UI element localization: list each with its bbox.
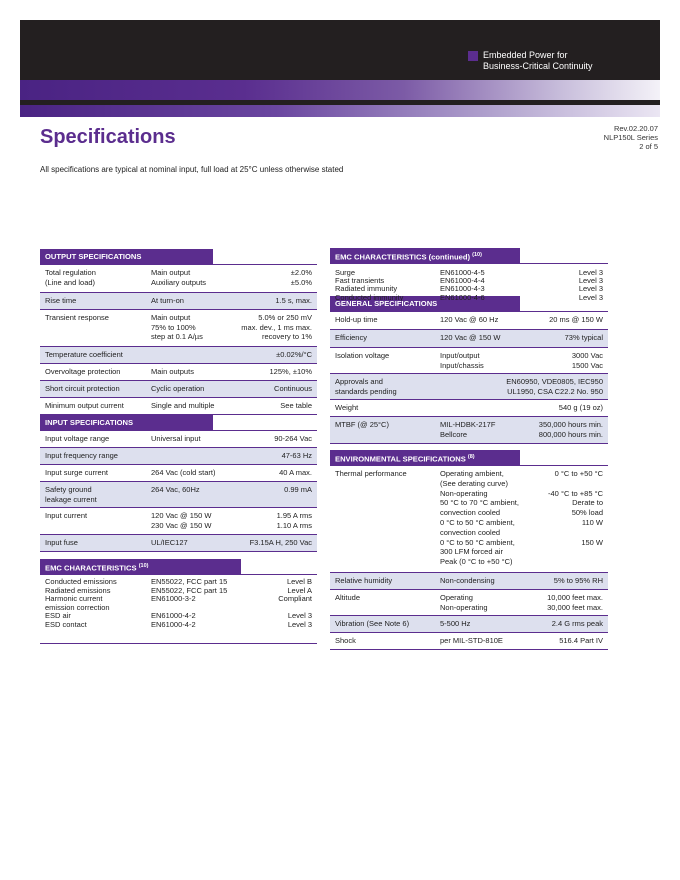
cell-value: 1.5 s, max. — [275, 296, 312, 305]
cell-level: Level B Level A Compliant Level 3 Level 3 — [278, 577, 312, 629]
table-row — [40, 431, 317, 448]
cell-parameter: MTBF (@ 25°C) — [335, 420, 389, 429]
brand-square-icon — [468, 51, 478, 61]
emc-characteristics-heading — [40, 559, 241, 574]
table-row — [40, 381, 317, 398]
tagline-line-2: Business-Critical Continuity — [483, 61, 593, 71]
table-row — [330, 466, 608, 573]
cell-parameter: Transient response — [45, 313, 109, 322]
cell-parameter: Altitude — [335, 593, 361, 602]
cell-parameter: Weight — [335, 403, 359, 412]
cell-parameter: Hold-up time — [335, 315, 378, 324]
cell-parameter: Total regulation (Line and load) — [45, 268, 96, 287]
table-row — [330, 616, 608, 633]
cell-condition: per MIL-STD-810E — [440, 636, 503, 645]
cell-parameter: Thermal performance — [335, 469, 407, 478]
table-row — [330, 590, 608, 616]
cell-parameter: Vibration (See Note 6) — [335, 619, 410, 628]
cell-condition: Input/output Input/chassis — [440, 351, 484, 370]
cell-condition: Cyclic operation — [151, 384, 205, 393]
series-name: NLP150L Series — [603, 133, 658, 142]
general-specifications-heading: GENERAL SPECIFICATIONS — [330, 296, 520, 311]
cell-condition — [151, 350, 241, 359]
cell-condition: Operating ambient, (See derating curve) Non-operating 50 °C to 70 °C ambient, convection cooled 0 °C to 50 °C ambient, convection cooled 0 °C to 50 °C ambient, 300 LFM forced air Peak (0 °C to +50 °C) — [440, 469, 519, 567]
header-tagline — [483, 50, 593, 72]
table-row — [40, 398, 317, 415]
table-row — [40, 293, 317, 310]
cell-parameter: Overvoltage protection — [45, 367, 121, 376]
cell-value: 516.4 Part IV — [559, 636, 603, 645]
cell-value: 0 °C to +50 °C -40 °C to +85 °C Derate to 50% load 110 W 150 W — [548, 469, 603, 547]
header-gradient-stripe-lower — [20, 105, 660, 117]
cell-value: 1.95 A rms 1.10 A rms — [276, 511, 312, 530]
left-column — [40, 249, 317, 644]
emc-continued-heading — [330, 248, 520, 263]
table-row — [40, 347, 317, 364]
cell-condition — [440, 403, 530, 412]
cell-standard: EN55022, FCC part 15 EN55022, FCC part 15 EN61000-3-2 EN61000-4-2 EN61000-4-2 — [151, 577, 228, 629]
cell-value: ±2.0% ±5.0% — [290, 268, 312, 287]
cell-condition — [151, 451, 241, 460]
cell-value: 90-264 Vac — [274, 434, 312, 443]
table-row — [330, 348, 608, 374]
cell-condition: 120 Vac @ 60 Hz — [440, 315, 499, 324]
environmental-table — [330, 465, 608, 650]
table-row — [40, 508, 317, 535]
table-row — [330, 417, 608, 444]
cell-condition: 264 Vac, 60Hz — [151, 485, 200, 494]
environmental-specifications-heading — [330, 450, 520, 465]
cell-value: F3.15A H, 250 Vac — [249, 538, 312, 547]
environmental-heading-note: (8) — [467, 454, 475, 460]
cell-parameter: Approvals and standards pending — [335, 377, 397, 396]
cell-condition — [440, 377, 460, 395]
table-row — [330, 633, 608, 650]
cell-value: 3000 Vac 1500 Vac — [571, 351, 603, 370]
cell-parameter: Input voltage range — [45, 434, 110, 443]
emc-heading-note: (10) — [138, 563, 149, 569]
cell-parameter: Conducted emissions Radiated emissions Harmonic current emission correction ESD air ESD contact — [45, 577, 117, 629]
emc-continued-note: (10) — [472, 252, 482, 258]
cell-parameter: Input current — [45, 511, 88, 520]
cell-parameter: Short circuit protection — [45, 384, 120, 393]
input-specifications-heading: INPUT SPECIFICATIONS — [40, 415, 213, 430]
table-row — [330, 400, 608, 417]
table-row — [40, 482, 317, 508]
cell-value: 47-63 Hz — [281, 451, 312, 460]
cell-condition: Main output Auxiliary outputs — [151, 268, 207, 287]
emc-continued-heading-text: EMC CHARACTERISTICS (continued) — [335, 252, 470, 262]
general-table — [330, 311, 608, 444]
cell-condition: Operating Non-operating — [440, 593, 488, 612]
table-row — [40, 265, 317, 293]
cell-value: 350,000 hours min. 800,000 hours min. — [538, 420, 603, 439]
cell-parameter: Shock — [335, 636, 356, 645]
cell-condition: Universal input — [151, 434, 201, 443]
cell-condition: 120 Vac @ 150 W — [440, 333, 501, 342]
cell-parameter: Input fuse — [45, 538, 78, 547]
table-row — [40, 310, 317, 347]
cell-condition: 5-500 Hz — [440, 619, 471, 628]
cell-parameter: Isolation voltage — [335, 351, 390, 360]
table-row — [330, 330, 608, 348]
emc-table — [40, 574, 317, 644]
table-row — [330, 312, 608, 330]
output-specifications-heading: OUTPUT SPECIFICATIONS — [40, 249, 213, 264]
cell-value: 10,000 feet max. 30,000 feet max. — [547, 593, 603, 612]
output-table — [40, 264, 317, 415]
page-title: Specifications — [40, 126, 176, 148]
cell-value: 540 g (19 oz) — [558, 403, 603, 412]
cell-parameter: Efficiency — [335, 333, 367, 342]
cell-value: 5% to 95% RH — [553, 576, 603, 585]
cell-condition: Non-condensing — [440, 576, 495, 585]
cell-value: 2.4 G rms peak — [551, 619, 603, 628]
cell-parameter: Safety ground leakage current — [45, 485, 97, 504]
cell-condition: Main outputs — [151, 367, 194, 376]
cell-value: 0.99 mA — [284, 485, 312, 494]
table-row — [40, 465, 317, 482]
input-table — [40, 430, 317, 552]
cell-value: 20 ms @ 150 W — [549, 315, 603, 324]
cell-level: Level 3 Level 3 Level 3 Level 3 — [578, 268, 603, 302]
table-row — [40, 364, 317, 381]
right-column — [330, 248, 608, 650]
header-gradient-stripe — [20, 80, 660, 100]
environmental-heading-text: ENVIRONMENTAL SPECIFICATIONS — [335, 454, 466, 464]
cell-standard: EN61000-4-5 EN61000-4-4 EN61000-4-3 EN61000-4-6 — [440, 268, 485, 302]
tagline-line-1: Embedded Power for — [483, 50, 568, 60]
cell-condition: UL/IEC127 — [151, 538, 188, 547]
revision-info — [604, 124, 658, 151]
cell-value: 125%, ±10% — [269, 367, 312, 376]
table-row — [40, 448, 317, 465]
cell-parameter: Surge Fast transients Radiated immunity — [335, 268, 398, 294]
cell-value: See table — [280, 401, 312, 410]
cell-condition: 120 Vac @ 150 W 230 Vac @ 150 W — [151, 511, 212, 530]
cell-parameter: Input surge current — [45, 468, 108, 477]
cell-value: 73% typical — [564, 333, 603, 342]
cell-value: EN60950, VDE0805, IEC950 UL1950, CSA C22.2 No. 950 — [506, 377, 603, 396]
table-row — [40, 535, 317, 552]
cell-condition: Single and multiple — [151, 401, 215, 410]
cell-value: ±0.02%/°C — [276, 350, 312, 359]
table-row — [330, 374, 608, 400]
page-number: 2 of 5 — [639, 142, 658, 151]
cell-parameter: Relative humidity — [335, 576, 393, 585]
cell-parameter: Minimum output current — [45, 401, 124, 410]
cell-value: 40 A max. — [279, 468, 312, 477]
cell-parameter: Rise time — [45, 296, 77, 305]
cell-condition: 264 Vac (cold start) — [151, 468, 216, 477]
cell-condition: MIL-HDBK-217F Bellcore — [440, 420, 496, 439]
cell-parameter: Input frequency range — [45, 451, 118, 460]
cell-value: Continuous — [274, 384, 312, 393]
intro-text: All specifications are typical at nominal input, full load at 25°C unless otherwise stated — [40, 165, 344, 174]
table-row — [330, 573, 608, 590]
cell-value: 5.0% or 250 mV max. dev., 1 ms max. recovery to 1% — [241, 313, 312, 341]
revision-number: Rev.02.20.07 — [613, 124, 658, 133]
emc-heading-text: EMC CHARACTERISTICS — [45, 563, 137, 573]
cell-condition: At turn-on — [151, 296, 184, 305]
cell-parameter: Temperature coefficient — [45, 350, 123, 359]
cell-condition: Main output 75% to 100% step at 0.1 A/µs — [151, 313, 203, 341]
